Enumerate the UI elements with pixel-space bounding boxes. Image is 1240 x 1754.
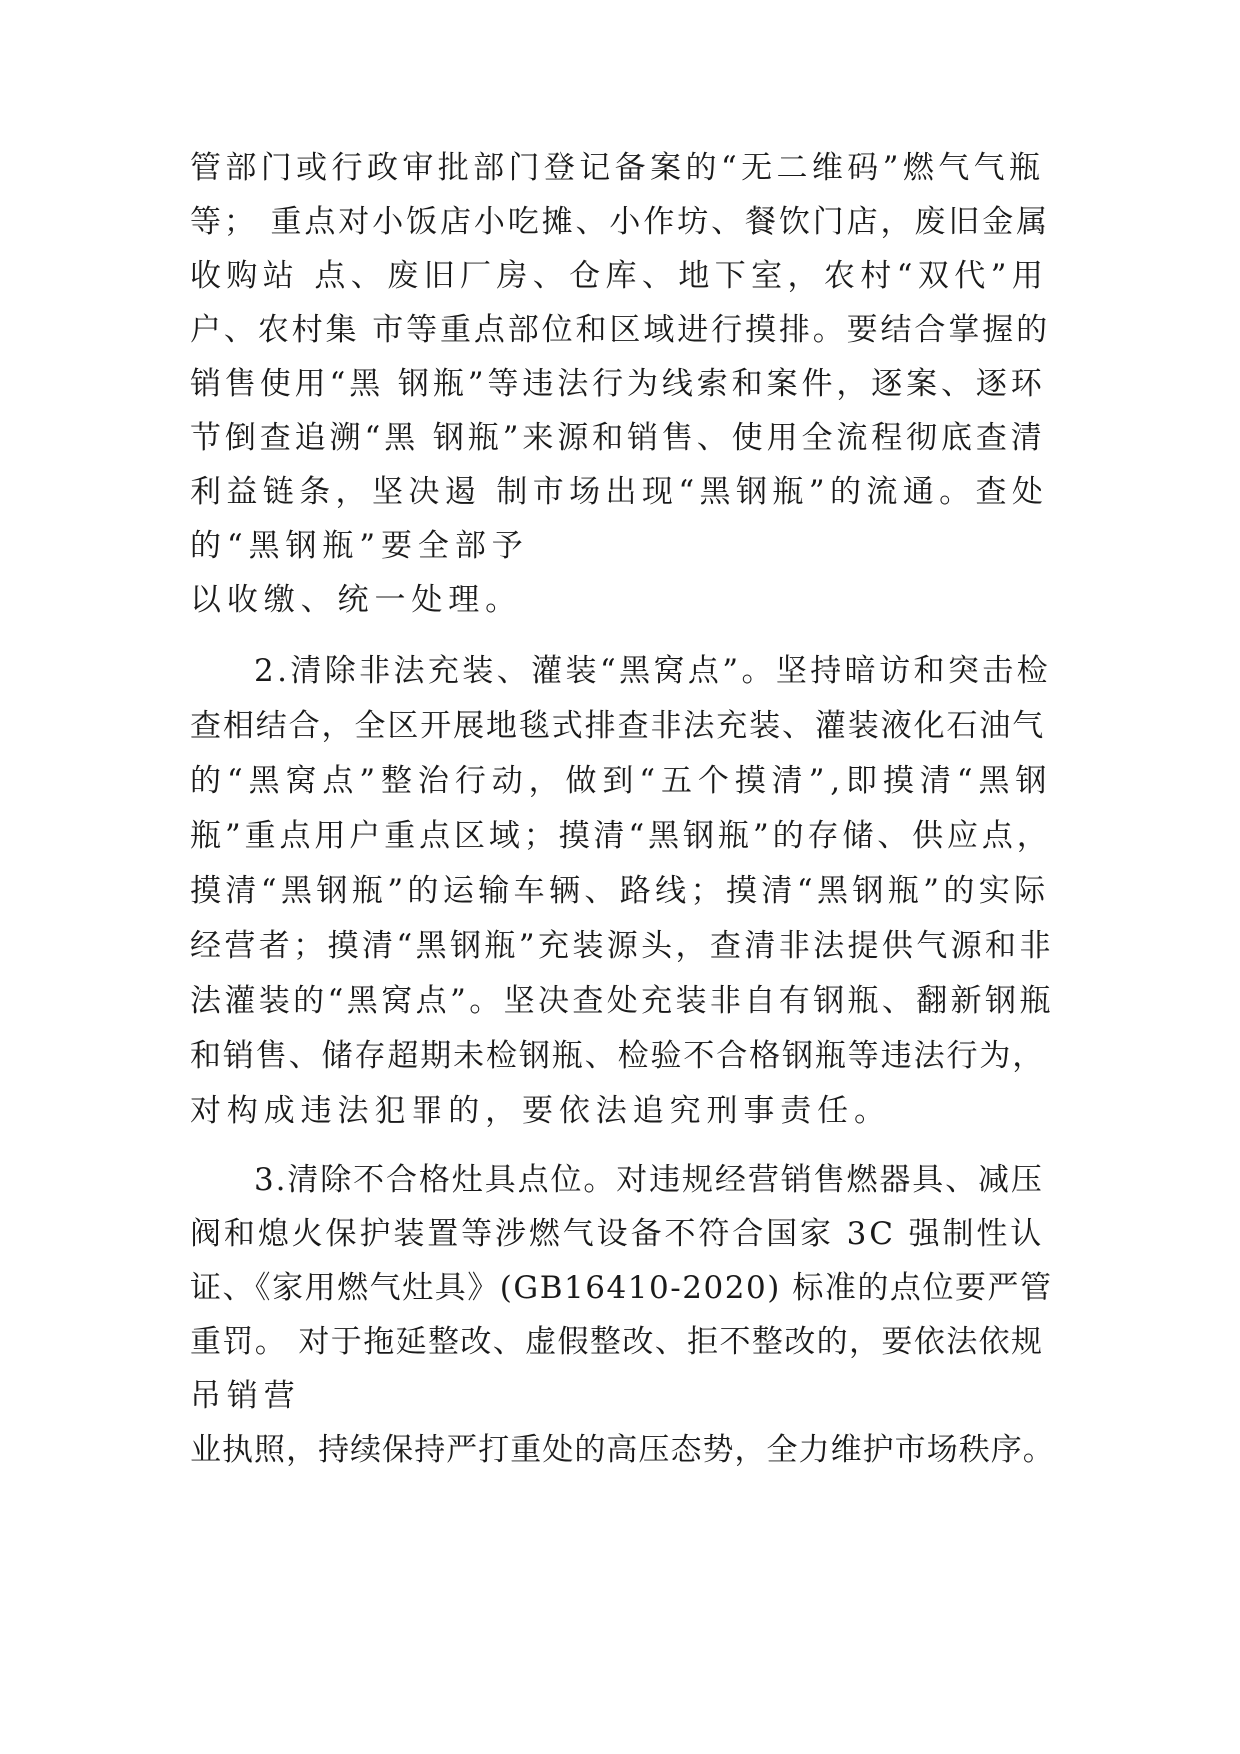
text-line: 的“黑窝点”整治行动，做到“五个摸清”,即摸清“黑钢	[190, 763, 1053, 799]
text-line: 证、《家用燃气灶具》(GB16410-2020) 标准的点位要严管	[190, 1270, 1053, 1306]
text-line: 等； 重点对小饭店小吃摊、小作坊、餐饮门店，废旧金属	[190, 204, 1050, 240]
text-line: 查相结合，全区开展地毯式排查非法充装、灌装液化石油气	[190, 708, 1046, 744]
text-line: 户、农村集 市等重点部位和区域进行摸排。要结合掌握的	[190, 312, 1050, 348]
text-line: 的“黑钢瓶”要全部予	[190, 528, 529, 564]
text-line: 销售使用“黑 钢瓶”等违法行为线索和案件，逐案、逐环	[190, 366, 1046, 402]
text-line: 阀和熄火保护装置等涉燃气设备不符合国家 3C 强制性认	[190, 1216, 1045, 1252]
text-line: 吊销营	[190, 1378, 301, 1414]
text-line: 和销售、储存超期未检钢瓶、检验不合格钢瓶等违法行为，	[190, 1038, 1046, 1074]
text-line: 重罚。 对于拖延整改、虚假整改、拒不整改的，要依法依规	[190, 1324, 1044, 1360]
text-line: 法灌装的“黑窝点”。坚决查处充装非自有钢瓶、翻新钢瓶	[190, 983, 1054, 1019]
text-line: 摸清“黑钢瓶”的运输车辆、路线；摸清“黑钢瓶”的实际	[190, 873, 1050, 909]
paragraph-3-first-line: 3.清除不合格灶具点位。对违规经营销售燃器具、减压	[254, 1162, 1044, 1198]
text-line: 管部门或行政审批部门登记备案的“无二维码”燃气气瓶	[190, 150, 1045, 186]
text-line: 经营者；摸清“黑钢瓶”充装源头，查清非法提供气源和非	[190, 928, 1054, 964]
text-line: 利益链条，坚决遏 制市场出现“黑钢瓶”的流通。查处	[190, 474, 1049, 510]
paragraph-2-first-line: 2.清除非法充装、灌装“黑窝点”。坚持暗访和突击检	[254, 653, 1052, 689]
text-line: 收购站 点、废旧厂房、仓库、地下室，农村“双代”用	[190, 258, 1049, 294]
text-line: 业执照，持续保持严打重处的高压态势，全力维护市场秩序。	[190, 1432, 1055, 1468]
text-line: 对构成违法犯罪的，要依法追究刑事责任。	[190, 1093, 891, 1129]
text-line: 以收缴、统一处理。	[190, 582, 523, 618]
text-line: 节倒查追溯“黑 钢瓶”来源和销售、使用全流程彻底查清	[190, 420, 1046, 456]
text-line: 瓶”重点用户重点区域；摸清“黑钢瓶”的存储、供应点，	[190, 818, 1052, 854]
